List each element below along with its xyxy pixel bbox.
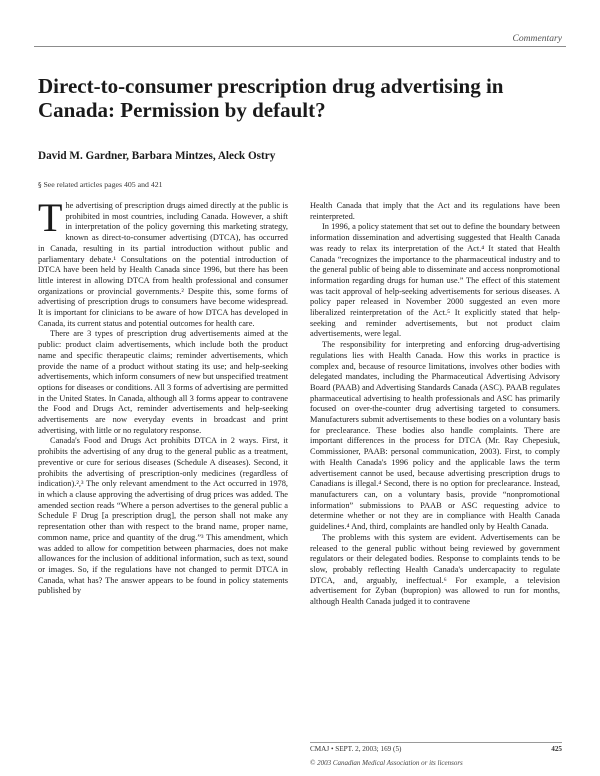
journal-citation: CMAJ • SEPT. 2, 2003; 169 (5)	[310, 745, 402, 753]
body-column-left	[38, 195, 289, 597]
author-list: David M. Gardner, Barbara Mintzes, Aleck Ostry	[38, 150, 276, 162]
paragraph	[38, 195, 288, 329]
paragraph-text: he advertising of prescription drugs aimed directly at the public is prohibited in most countries, including Canada. However, a shift in interpretation of the policy governing this marketing strategy, known as direct-to-consumer advertising (DTCA), has occurred in Canada, resulting in its partial introduction without public and parliamentary debate.¹ Consultations on the potential introduction of DTCA have been held by Health Canada since 1996, but there has been little interest in allowing DTCA from health professional and consumer organizations or provincial governments.² Despite this, some forms of advertising of prescription drugs to consumers have become widespread. It is important for clinicians to be aware of how DTCA has developed in Canada, its current status and potential outcomes for health care.	[38, 201, 288, 328]
copyright-notice: © 2003 Canadian Medical Association or its licensors	[310, 759, 463, 767]
related-articles-note	[38, 180, 163, 189]
header-rule	[34, 46, 566, 47]
section-icon: §	[38, 181, 42, 189]
page-number: 425	[551, 745, 562, 753]
paragraph: Canada's Food and Drugs Act prohibits DTCA in 2 ways. First, it prohibits the advertising of any drug to the general public as a treatment, preventive or cure for serious diseases (Schedule A diseases). Second, it prohibits the advertising of prescription-only medicines (regardless of indication).²,³ The only relevant amendment to the Act occurred in 1978, in which a clause approving the advertising of drug prices was added. The amended section reads “Where a person advertises to the general public a Schedule F Drug [a prescription drug], the person shall not make any representation other than with respect to the brand name, proper name, common name, price and quantity of the drug.”³ This amendment, which was added to allow for competition between pharmacies, does not make allowances for the inclusion of additional information, such as text, sound or images. So, if the regulations have not changed to permit DTCA in Canada, what has? The answer appears to be found in policy statements published by	[38, 436, 288, 596]
section-label: Commentary	[512, 33, 562, 44]
related-articles-text: See related articles pages 405 and 421	[43, 180, 163, 189]
footer-rule	[310, 742, 562, 743]
paragraph: The responsibility for interpreting and enforcing drug-advertising regulations lies with Health Canada. How this works in practice is complex and, because of resource limitations, involves other bodies with delegated mandates, including the Pharmaceutical Advertising Advisory Board (PAAB) and Advertising Standards Canada (ASC). PAAB regulates pharmaceutical advertising to health professionals and ASC has primarily focused on over-the-counter drug advertising targeted to consumers. Manufacturers submit advertisements to these bodies on a voluntary basis for preclearance. These bodies also handle complaints. There are important differences in the process for DTCA (Mr. Ray Chepesiuk, Commissioner, PAAB: personal communication, 2003). First, to comply with Health Canada's 1996 policy and the applicable laws the term advertisement cannot be used, because advertising prescription drugs to Canadians is illegal.⁴ Second, there is no option for preclearance. Instead, manufacturers can, on a voluntary basis, provide “nonpromotional information” submissions to PAAB or ASC requesting advice to determine whether or not they are in compliance with Health Canada guidelines.⁴ And, third, complaints are handled only by Health Canada.	[310, 340, 560, 532]
body-column-right	[310, 201, 560, 608]
paragraph: The problems with this system are evident. Advertisements can be released to the general public without being reviewed by government regulators or their delegated bodies. Response to complaints tends to be slow, probably reflecting Health Canada's undercapacity to regulate DTCA, and, arguably, ineffectual.⁶ For example, a television advertisement for Zyban (bupropion) was allowed to run for months, although Health Canada judged it to contravene	[310, 532, 560, 607]
paragraph: Health Canada that imply that the Act and its regulations have been reinterpreted.	[310, 201, 560, 221]
article-title: Direct-to-consumer prescription drug advertising in Canada: Permission by default?	[38, 74, 504, 122]
drop-cap: T	[38, 195, 63, 240]
paragraph: In 1996, a policy statement that set out to define the boundary between information dissemination and advertising suggested that Health Canada was ready to relax its interpretation of the Act.⁴ It stated that Health Canada “recognizes the importance to the pharmaceutical industry and to the general public of being able to disseminate and access nonpromotional information regarding drugs for human use.” The effect of this statement was tacit approval of help-seeking advertisements for serious diseases. A policy paper released in November 2000 suggested an even more liberalized reinterpretation of the Act.⁵ It explicitly stated that help-seeking and reminder advertisements, but not product claim advertisements, were legal.	[310, 222, 560, 339]
paragraph: There are 3 types of prescription drug advertisements aimed at the public: product claim advertisements, which include both the product name and specific therapeutic claims; reminder advertisements, which provide the name of a product without stating its use; and help-seeking advertisements, which inform consumers of new but unspecified treatment options for diseases or conditions. All 3 forms of advertising are permitted in the United States. In Canada, although all 3 forms appear to contravene the Food and Drugs Act, reminder advertisements and help-seeking advertisements are now everyday events in broadcast and print advertising, with little or no regulatory response.	[38, 329, 289, 435]
